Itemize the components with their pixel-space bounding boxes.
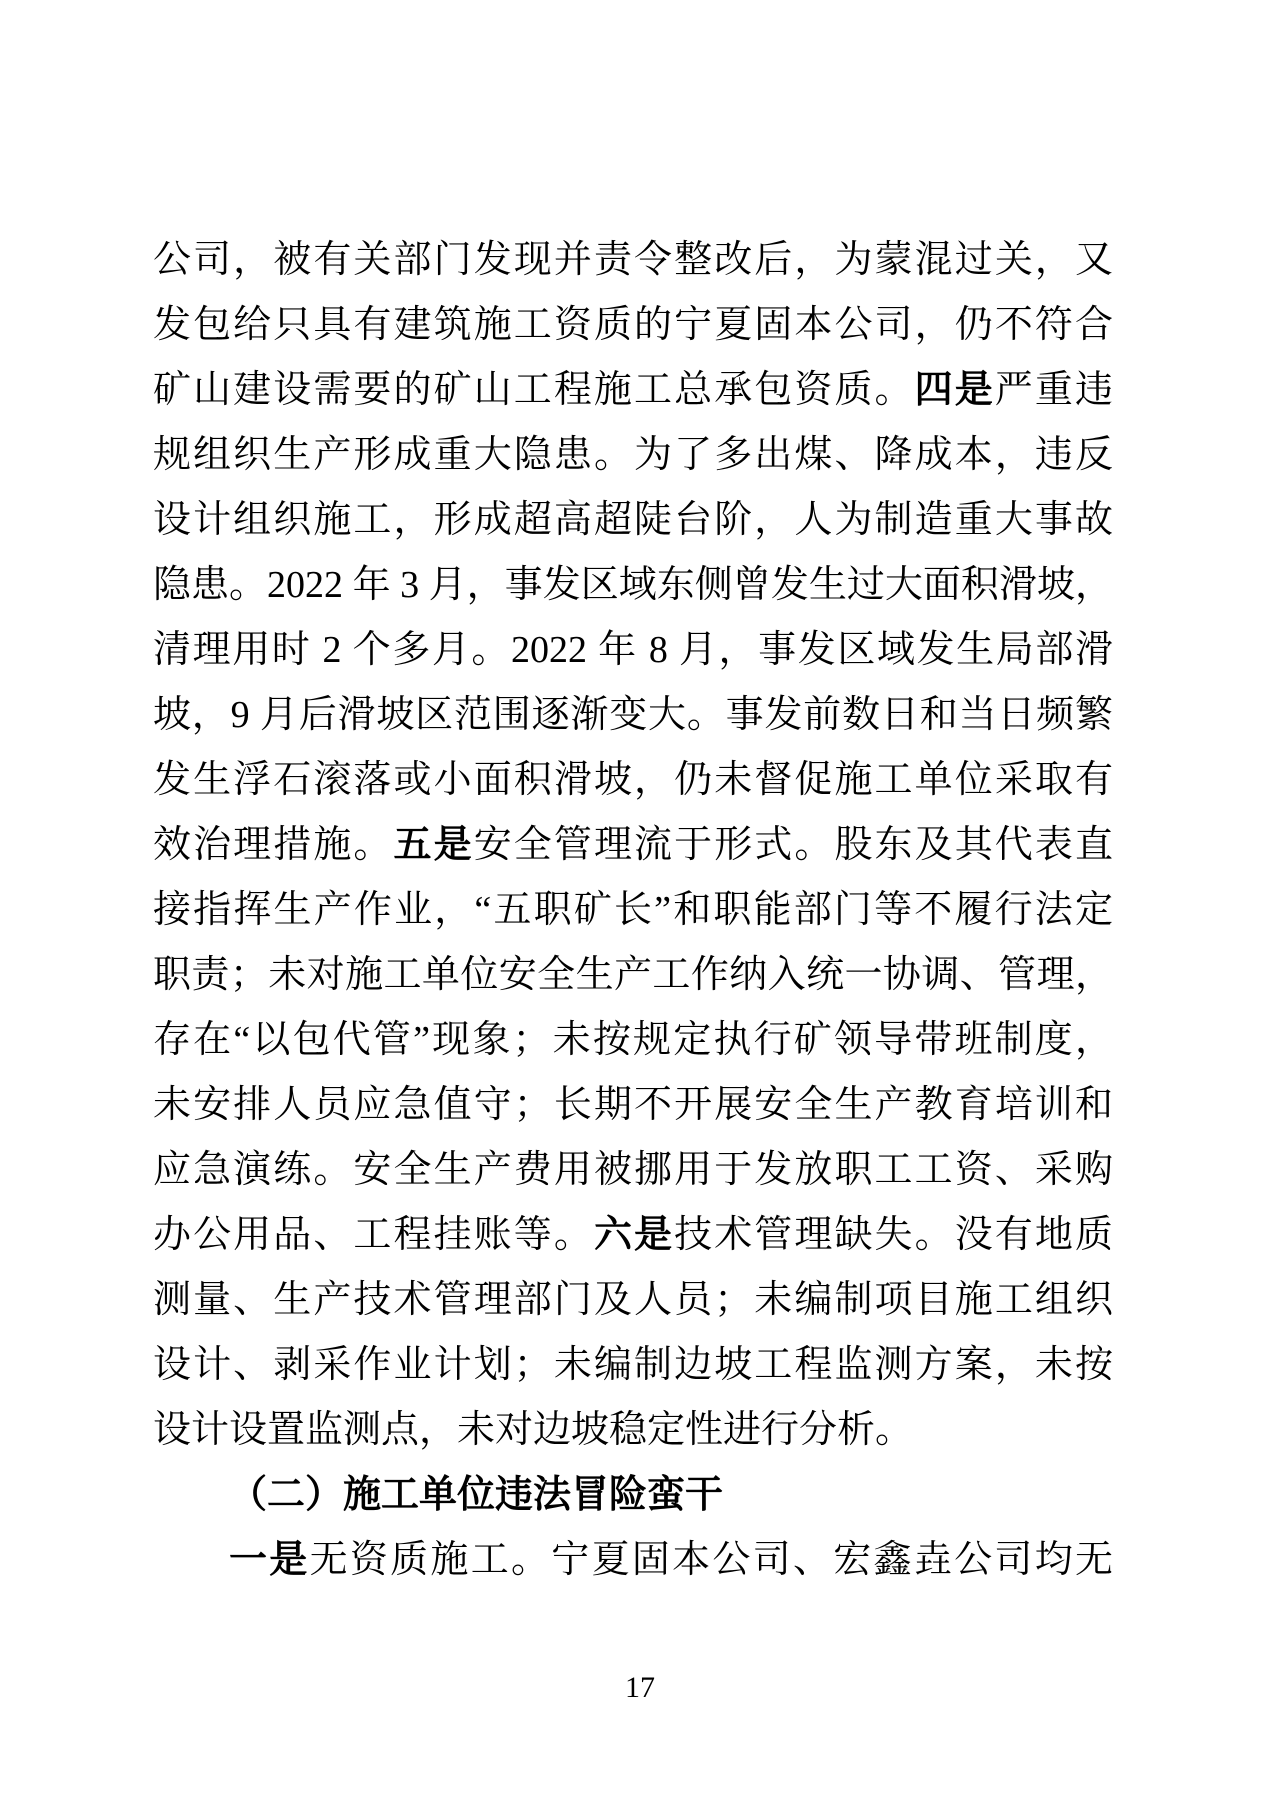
heading-text: （二）施工单位违法冒险蛮干 (229, 1474, 724, 1516)
section-heading (153, 1463, 1113, 1528)
body-line (153, 488, 1113, 553)
body-line (153, 1333, 1113, 1398)
body-line (153, 748, 1113, 813)
body-line (153, 1398, 1113, 1463)
body-line (153, 813, 1113, 878)
emphasis-marker: 四是 (914, 369, 995, 411)
text-segment: 清理用时 2 个多月。2022 年 8 月，事发区域发生局部滑 (153, 629, 1113, 671)
body-line (153, 553, 1113, 618)
emphasis-marker: 一是 (229, 1539, 310, 1581)
text-segment: 设计、剥采作业计划；未编制边坡工程监测方案，未按 (153, 1344, 1113, 1386)
body-line (153, 1138, 1113, 1203)
body-line (153, 358, 1113, 423)
text-segment: 发生浮石滚落或小面积滑坡，仍未督促施工单位采取有 (153, 759, 1113, 801)
body-line (153, 618, 1113, 683)
body-line (153, 1203, 1113, 1268)
body-line (153, 1268, 1113, 1333)
text-segment: 无资质施工。宁夏固本公司、宏鑫垚公司均无 (309, 1539, 1113, 1581)
text-segment: 存在“以包代管”现象；未按规定执行矿领导带班制度， (153, 1019, 1113, 1061)
page-number: 17 (625, 1671, 655, 1704)
text-segment: 接指挥生产作业，“五职矿长”和职能部门等不履行法定 (153, 889, 1113, 931)
text-segment: 隐患。2022 年 3 月，事发区域东侧曾发生过大面积滑坡， (153, 564, 1113, 606)
text-segment: 公司，被有关部门发现并责令整改后，为蒙混过关，又 (153, 239, 1113, 281)
text-segment: 发包给只具有建筑施工资质的宁夏固本公司，仍不符合 (153, 304, 1113, 346)
body-line (153, 943, 1113, 1008)
text-segment: 坡，9 月后滑坡区范围逐渐变大。事发前数日和当日频繁 (153, 694, 1113, 736)
body-line (153, 228, 1113, 293)
text-segment: 测量、生产技术管理部门及人员；未编制项目施工组织 (153, 1279, 1113, 1321)
text-segment: 严重违 (994, 369, 1113, 411)
body-line (153, 1073, 1113, 1138)
text-segment: 效治理措施。 (153, 824, 394, 866)
text-segment: 矿山建设需要的矿山工程施工总承包资质。 (153, 369, 915, 411)
text-segment: 应急演练。安全生产费用被挪用于发放职工工资、采购 (153, 1149, 1113, 1191)
emphasis-marker: 六是 (593, 1214, 675, 1256)
text-segment: 未安排人员应急值守；长期不开展安全生产教育培训和 (153, 1084, 1113, 1126)
text-segment: 办公用品、工程挂账等。 (153, 1214, 594, 1256)
text-segment: 技术管理缺失。没有地质 (674, 1214, 1113, 1256)
body-line (153, 683, 1113, 748)
text-segment: 职责；未对施工单位安全生产工作纳入统一协调、管理， (153, 954, 1113, 996)
body-line (153, 293, 1113, 358)
emphasis-marker: 五是 (393, 824, 474, 866)
text-segment: 设计组织施工，形成超高超陡台阶，人为制造重大事故 (153, 499, 1113, 541)
body-line (153, 1008, 1113, 1073)
body-line (153, 423, 1113, 488)
text-segment: 设计设置监测点，未对边坡稳定性进行分析。 (153, 1409, 914, 1451)
body-line (153, 878, 1113, 943)
text-segment: 规组织生产形成重大隐患。为了多出煤、降成本，违反 (153, 434, 1113, 476)
body-line (153, 1528, 1113, 1593)
text-segment: 安全管理流于形式。股东及其代表直 (473, 824, 1113, 866)
document-body (153, 228, 1113, 1593)
